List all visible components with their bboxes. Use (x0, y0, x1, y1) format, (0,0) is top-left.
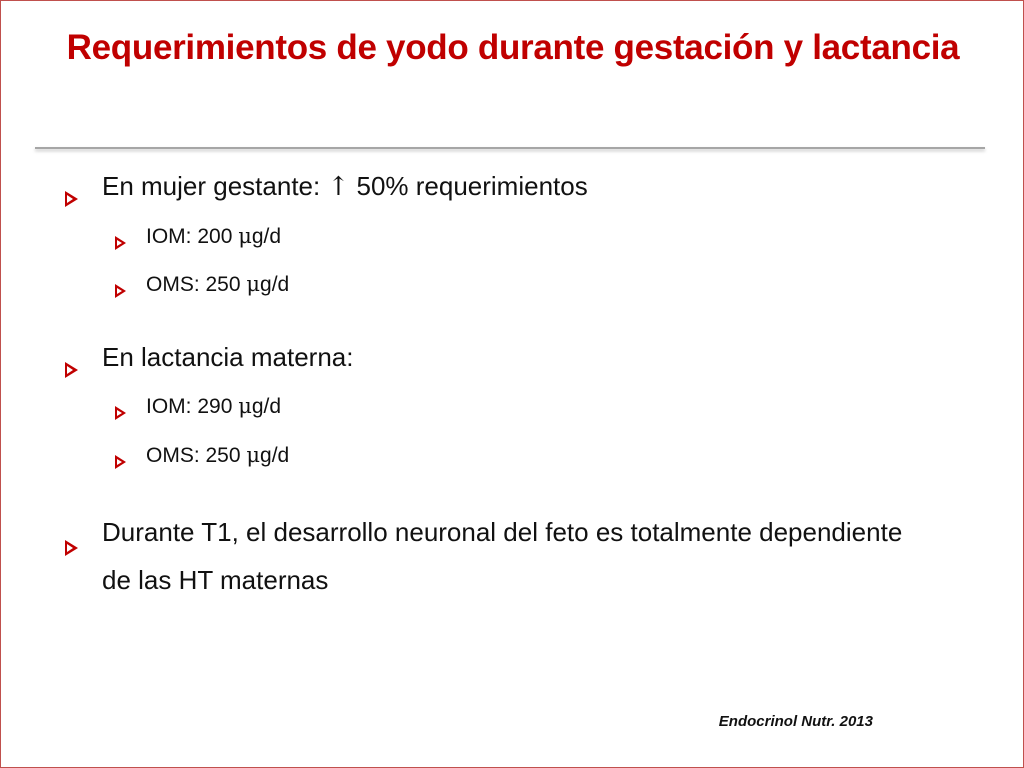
bullet-pregnancy (65, 166, 588, 219)
arrow-bullet-icon (115, 455, 126, 469)
bullet-text: En mujer gestante: ↑ 50% requerimientos (102, 171, 588, 202)
arrow-bullet-icon (115, 284, 126, 298)
bullet-text: En lactancia materna: (102, 342, 354, 372)
sub-bullet-text: IOM: 200 μg/d (146, 224, 282, 248)
arrow-bullet-icon (65, 191, 78, 207)
sub-bullet-text: OMS: 250 μg/d (146, 272, 290, 296)
sub-bullet-lactation-iom (115, 391, 281, 429)
sub-bullet-lactation-oms (115, 440, 289, 478)
arrow-bullet-icon (115, 236, 126, 250)
bullet-first-trimester (65, 508, 912, 604)
sub-bullet-text: OMS: 250 μg/d (146, 443, 290, 467)
citation: Endocrinol Nutr. 2013 (718, 713, 873, 730)
sub-bullet-pregnancy-oms (115, 269, 289, 307)
arrow-bullet-icon (115, 406, 126, 420)
arrow-bullet-icon (65, 540, 78, 556)
sub-bullet-pregnancy-iom (115, 221, 281, 259)
bullet-text: Durante T1, el desarrollo neuronal del feto es totalmente dependiente de las HT maternas (102, 517, 903, 595)
title-divider (35, 147, 985, 149)
slide-title: Requerimientos de yodo durante gestación y lactancia (66, 28, 960, 67)
sub-bullet-text: IOM: 290 μg/d (146, 394, 282, 418)
arrow-bullet-icon (65, 362, 78, 378)
bullet-lactation (65, 337, 353, 390)
up-arrow-icon: ↑ (327, 172, 350, 202)
